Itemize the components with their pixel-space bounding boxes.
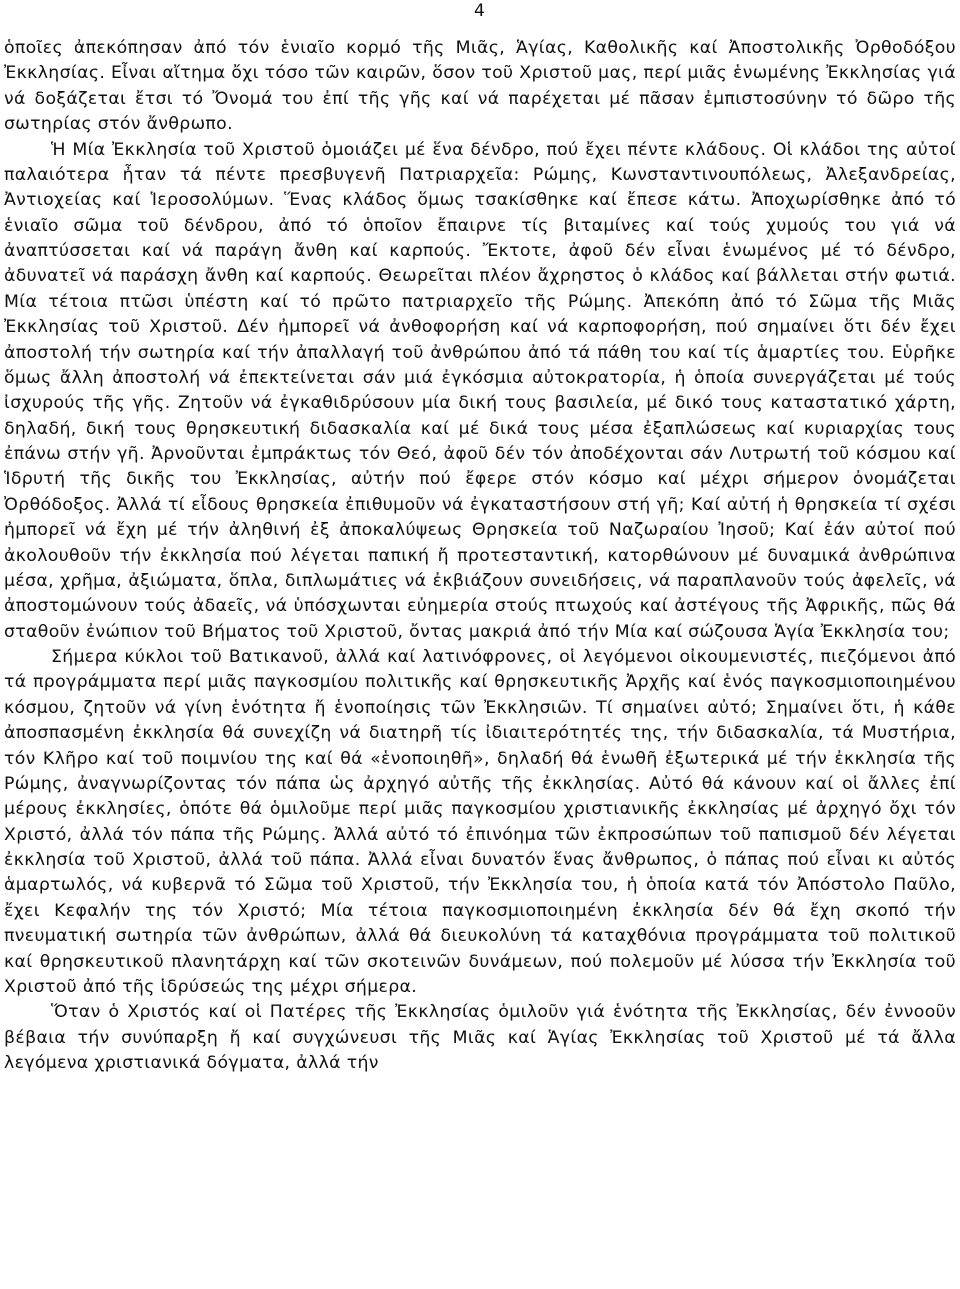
paragraph-4: Ὅταν ὁ Χριστός καί οἱ Πατέρες τῆς Ἐκκλησίας ὁμιλοῦν γιά ἑνότητα τῆς Ἐκκλησίας, δέν ἐννοοῦν βέβαια τήν συνύπαρξη ἤ καί συγχώνευσι τῆς Μιᾶς καί Ἁγίας Ἐκκλησίας τοῦ Χριστοῦ μέ τά ἄλλα λεγόμενα χριστιανικά δόγματα, ἀλλά τήν [4, 1002, 956, 1073]
body-text [4, 36, 956, 1076]
paragraph-2: Ἡ Μία Ἐκκλησία τοῦ Χριστοῦ ὁμοιάζει μέ ἕνα δένδρο, πού ἔχει πέντε κλάδους. Οἱ κλάδοι της αὐτοί παλαιότερα ἦταν τά πέντε πρεσβυγενῆ Πατριαρχεῖα: Ρώμης, Κωνσταντινουπόλεως, Ἀλεξανδρείας, Ἀντιοχείας καί Ἱεροσολύμων. Ἕνας κλάδος ὅμως τσακίσθηκε καί ἔπεσε κάτω. Ἀποχωρίσθηκε ἀπό τό ἑνιαῖο σῶμα τοῦ δένδρου, ἀπό τό ὁποῖον ἔπαιρνε τίς βιταμίνες καί τούς χυμούς του γιά νά ἀναπτύσσεται καί νά παράγη ἄνθη καί καρπούς. Ἔκτοτε, ἀφοῦ δέν εἶναι ἑνωμένος μέ τό δένδρο, ἀδυνατεῖ νά παράσχη ἄνθη καί καρπούς. Θεωρεῖται πλέον ἄχρηστος ὁ κλάδος καί βάλλεται στήν φωτιά. Μία τέτοια πτῶσι ὑπέστη καί τό πρῶτο πατριαρχεῖο τῆς Ρώμης. Ἀπεκόπη ἀπό τό Σῶμα τῆς Μιᾶς Ἐκκλησίας τοῦ Χριστοῦ. Δέν ἠμπορεῖ νά ἀνθοφορήση καί νά καρποφορήση, πού σημαίνει ὅτι δέν ἔχει ἀποστολή τήν σωτηρία καί τήν ἀπαλλαγή τοῦ ἀνθρώπου ἀπό τά πάθη του καί τίς ἁμαρτίες του. Εὑρῆκε ὅμως ἄλλη ἀποστολή νά ἐπεκτείνεται σάν μιά ἐγκόσμια αὐτοκρατορία, ἡ ὁποία συνεργάζεται μέ τούς ἰσχυρούς τῆς γῆς. Ζητοῦν νά ἐγκαθιδρύσουν μία δική τους βασιλεία, μέ δικό τους καταστατικό χάρτη, δηλαδή, δική τους θρησκευτική διδασκαλία καί μέ δικά τους μέσα ἐξαπλώσεως καί κυριαρχίας τους ἐπάνω στήν γῆ. Ἀρνοῦνται ἐμπράκτως τόν Θεό, ἀφοῦ δέν τόν ἀποδέχονται σάν Λυτρωτή τοῦ κόσμου καί Ἱδρυτή τῆς δικῆς του Ἐκκλησίας, αὐτήν πού ἔφερε στόν κόσμο καί μέχρι σήμερον ὀνομάζεται Ὀρθόδοξος. Ἀλλά τί εἶδους θρησκεία ἐπιθυμοῦν νά ἐγκαταστήσουν στή γῆ; Καί αὐτή ἡ θρησκεία τί σχέσι ἠμπορεῖ νά ἔχη μέ τήν ἀληθινή ἐξ ἀποκαλύψεως Θρησκεία τοῦ Ναζωραίου Ἰησοῦ; Καί ἐάν αὐτοί πού ἀκολουθοῦν τήν ἐκκλησία πού λέγεται παπική ἤ προτεσταντική, κατορθώνουν μέ δυναμικά ἀνθρώπινα μέσα, χρῆμα, ἀξιώματα, ὅπλα, διπλωμάτιες νά ἐκβιάζουν συνειδήσεις, νά παραπλανοῦν τούς ἀφελεῖς, νά ἀποστομώνουν τούς ἀδαεῖς, νά ὑπόσχωνται εὐημερία στούς πτωχούς καί ἀστέγους τῆς Ἀφρικῆς, πῶς θά σταθοῦν ἐνώπιον τοῦ Βήματος τοῦ Χριστοῦ, ὄντας μακριά ἀπό τήν Μία καί σώζουσα Ἁγία Ἐκκλησία του; [4, 139, 956, 642]
paragraph-1: ὁποῖες ἀπεκόπησαν ἀπό τόν ἑνιαῖο κορμό τῆς Μιᾶς, Ἁγίας, Καθολικῆς καί Ἀποστολικῆς Ὀρθοδόξου Ἐκκλησίας. Εἶναι αἴτημα ὄχι τόσο τῶν καιρῶν, ὅσον τοῦ Χριστοῦ μας, περί μιᾶς ἑνωμένης Ἐκκλησίας γιά νά δοξάζεται ἔτσι τό Ὄνομά του ἐπί τῆς γῆς καί νά παρέχεται μέ πᾶσαν ἐμπιστοσύνην τό δῶρο τῆς σωτηρίας στόν ἄνθρωπο. [4, 38, 956, 135]
paragraph-3: Σήμερα κύκλοι τοῦ Βατικανοῦ, ἀλλά καί λατινόφρονες, οἱ λεγόμενοι οἰκουμενιστές, πιεζόμενοι ἀπό τά προγράμματα περί μιᾶς παγκοσμίου πολιτικῆς καί θρησκευτικῆς Ἀρχῆς καί ἑνός παγκοσμιοποιημένου κόσμου, ζητοῦν νά γίνη ἑνότητα ἤ ἑνοποίησις τῶν Ἐκκλησιῶν. Τί σημαίνει αὐτό; Σημαίνει ὅτι, ἡ κάθε ἀποσπασμένη ἐκκλησία θά συνεχίζη νά διατηρῆ τίς ἰδιαιτερότητές της, τήν διδασκαλία, τά Μυστήρια, τόν Κλῆρο καί τοῦ ποιμνίου της καί θά «ἑνοποιηθῆ», δηλαδή θά ἑνωθῆ ἐξωτερικά μέ τήν ἐκκλησία τῆς Ρώμης, ἀναγνωρίζοντας τόν πάπα ὡς ἀρχηγό αὐτῆς τῆς ἐκκλησίας. Αὐτό θά κάνουν καί οἱ ἄλλες ἐπί μέρους ἐκκλησίες, ὁπότε θά ὁμιλοῦμε περί μιᾶς παγκοσμίου χριστιανικῆς ἐκκλησίας μέ ἀρχηγό ὄχι τόν Χριστό, ἀλλά τόν πάπα τῆς Ρώμης. Ἀλλά αὐτό τό ἐπινόημα τῶν ἐκπροσώπων τοῦ παπισμοῦ δέν λέγεται ἐκκλησία τοῦ Χριστοῦ, ἀλλά τοῦ πάπα. Ἀλλά εἶναι δυνατόν ἕνας ἄνθρωπος, ὁ πάπας πού εἶναι κι αὐτός ἁμαρτωλός, νά κυβερνᾶ τό Σῶμα τοῦ Χριστοῦ, τήν Ἐκκλησία του, ἡ ὁποία κατά τόν Ἀπόστολο Παῦλο, ἔχει Κεφαλήν της τόν Χριστό; Μία τέτοια παγκοσμιοποιημένη ἐκκλησία δέν θά ἔχη σκοπό τήν πνευματική σωτηρία τῶν ἀνθρώπων, ἀλλά θά διευκολύνη τά καταχθόνια προγράμματα τοῦ πολιτικοῦ καί θρησκευτικοῦ πλανητάρχη καί τῶν σκοτεινῶν δυνάμεων, πού πολεμοῦν μέ λύσσα τήν Ἐκκλησία τοῦ Χριστοῦ ἀπό τῆς ἱδρύσεώς της μέχρι σήμερα. [4, 647, 956, 997]
page-number: 4 [474, 1, 485, 21]
